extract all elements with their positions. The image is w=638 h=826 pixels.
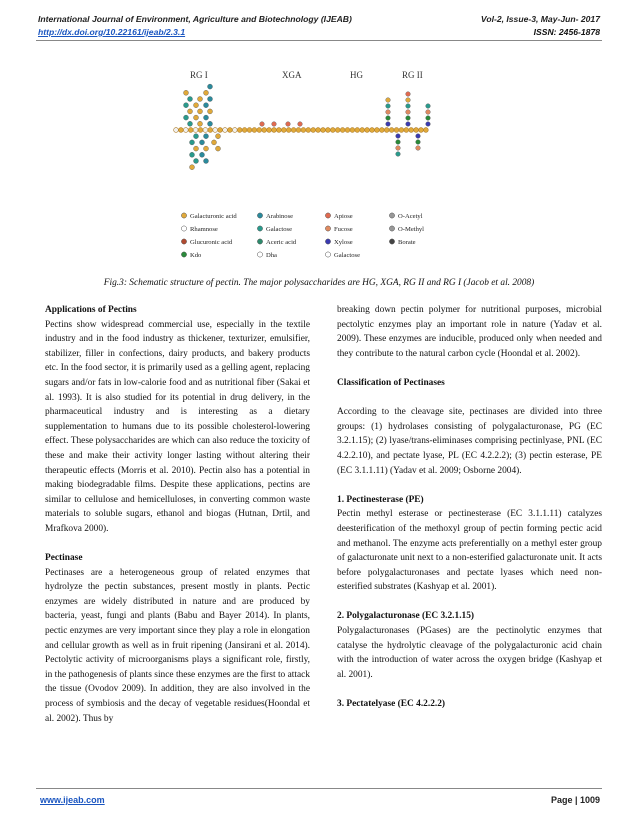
region-label: RG I <box>190 70 208 80</box>
backbone-residue <box>326 128 331 133</box>
backbone-residue <box>286 128 291 133</box>
side-chain-residue <box>426 104 431 109</box>
backbone-residue <box>291 128 296 133</box>
body-paragraph: Pectins show widespread commercial use, especially in the textile industry and in the food industry as thickener, texturizer, emulsifier, stabilizer, filler in confections, dairy products, and bakery products etc. In the food sector, it is primarily used as a gelling agent, replacing sugars and/or fats in low-calorie food and as nutritional fiber (Sakai et al. 1993). It is also studied for its potential in drug delivery, in the pharmaceutical industry and is interesting as a dietary supplementation to humans due to its possible cholesterol-lowering effect. These polysaccharides are which can also reduce the toxicity of these and make their activity longer lasting without altering their therapeutic effects (Morris et al. 2010). Pectin also has a potential in making biodegradable films. Despite these applications, pectins are similar to cellulose and hemicelluloses, in converting common waste materials to soluble sugars, ethanol and biogas (Hutnan, Drtil, and Mrafkova 2000). <box>45 319 310 534</box>
legend-label: O-Acetyl <box>398 213 423 220</box>
site-link[interactable]: www.ijeab.com <box>40 795 105 805</box>
region-label: HG <box>350 70 363 80</box>
legend-label: Fucose <box>334 226 353 233</box>
section-heading: Classification of Pectinases <box>337 377 445 388</box>
region-label: RG II <box>402 70 423 80</box>
backbone-residue <box>365 128 370 133</box>
backbone-residue <box>379 128 384 133</box>
side-chain-residue <box>386 98 391 103</box>
backbone-residue <box>179 128 184 133</box>
side-chain-residue <box>216 146 221 151</box>
backbone-residue <box>350 128 355 133</box>
spacer <box>337 391 602 406</box>
spacer <box>337 478 602 493</box>
side-chain-residue <box>204 90 209 95</box>
side-chain-residue <box>194 159 199 164</box>
side-chain-residue <box>200 140 205 145</box>
body-paragraph: Polygalacturonases (PGases) are the pectinolytic enzymes that catalyse the hydrolytic cleavage of the polygalacturonic acid chain with the introduction of water across the oxygen bridge (Kashyap et al. 2001). <box>337 626 602 680</box>
side-chain-residue <box>204 159 209 164</box>
pectin-structure-figure <box>150 68 450 278</box>
backbone-residue <box>321 128 326 133</box>
side-chain-residue <box>272 122 277 127</box>
side-chain-residue <box>208 121 213 126</box>
section-heading: Pectinase <box>45 553 83 564</box>
side-chain-residue <box>204 134 209 139</box>
backbone-residue <box>262 128 267 133</box>
side-chain-residue <box>396 152 401 157</box>
side-chain-residue <box>426 122 431 127</box>
backbone-residue <box>213 128 218 133</box>
right-column <box>337 303 602 712</box>
side-chain-residue <box>216 134 221 139</box>
legend-swatch <box>257 213 262 218</box>
footer-rule <box>36 788 602 789</box>
side-chain-residue <box>406 122 411 127</box>
backbone-residue <box>218 128 223 133</box>
backbone-residue <box>183 128 188 133</box>
backbone-residue <box>193 128 198 133</box>
doi-link[interactable]: http://dx.doi.org/10.22161/ijeab/2.3.1 <box>38 27 186 37</box>
backbone-residue <box>370 128 375 133</box>
side-chain-residue <box>416 140 421 145</box>
legend-swatch <box>325 213 330 218</box>
side-chain-residue <box>396 140 401 145</box>
side-chain-residue <box>188 97 193 102</box>
side-chain-residue <box>194 146 199 151</box>
backbone-residue <box>306 128 311 133</box>
legend-label: Galacturonic acid <box>190 213 237 220</box>
body-paragraph: Pectin methyl esterase or pectinesterase (EC 3.1.1.11) catalyzes deesterification of the methoxyl group of pectin forming pectic acid and methanol. The enzyme acts preferentially on a methyl ester group of galacturonate unit next to a non-esterified galacturonate unit. It acts before polygalacturonases and pectate lyases which need non-esterified substrates (Kashyap et al. 2001). <box>337 509 602 593</box>
page-number: Page | 1009 <box>550 795 600 805</box>
backbone-residue <box>399 128 404 133</box>
backbone-residue <box>340 128 345 133</box>
side-chain-residue <box>208 109 213 114</box>
legend-swatch <box>181 252 186 257</box>
side-chain-residue <box>386 122 391 127</box>
legend-label: O-Methyl <box>398 226 425 233</box>
section-heading: Applications of Pectins <box>45 305 137 315</box>
backbone-residue <box>424 128 429 133</box>
backbone-residue <box>360 128 365 133</box>
backbone-residue <box>242 128 247 133</box>
side-chain-residue <box>208 97 213 102</box>
backbone-residue <box>267 128 272 133</box>
backbone-residue <box>394 128 399 133</box>
backbone-residue <box>247 128 252 133</box>
side-chain-residue <box>198 97 203 102</box>
side-chain-residue <box>200 152 205 157</box>
side-chain-residue <box>194 134 199 139</box>
journal-title: International Journal of Environment, Agriculture and Biotechnology (IJEAB) <box>38 14 352 24</box>
legend-label: Arabinose <box>266 213 294 220</box>
side-chain-residue <box>198 109 203 114</box>
backbone-residue <box>174 128 179 133</box>
side-chain-residue <box>190 165 195 170</box>
backbone-residue <box>335 128 340 133</box>
legend-label: Aceric acid <box>266 239 297 246</box>
legend-label: Apiose <box>334 213 353 220</box>
header-rule <box>36 40 602 41</box>
legend-swatch <box>325 239 330 244</box>
backbone-residue <box>316 128 321 133</box>
backbone-residue <box>232 128 237 133</box>
side-chain-residue <box>190 140 195 145</box>
issn: ISSN: 2456-1878 <box>533 27 600 37</box>
side-chain-residue <box>406 110 411 115</box>
backbone-residue <box>257 128 262 133</box>
backbone-residue <box>355 128 360 133</box>
backbone-residue <box>252 128 257 133</box>
side-chain-residue <box>426 116 431 121</box>
side-chain-residue <box>188 121 193 126</box>
legend-swatch <box>257 239 262 244</box>
backbone-residue <box>330 128 335 133</box>
side-chain-residue <box>194 103 199 108</box>
body-paragraph: Pectinases are a heterogeneous group of related enzymes that hydrolyze the pectin substances, present mostly in plants. Pectic enzymes are widely distributed in nature and are produced by bacteria, yeast, fungi and plants (Babu and Bayer 2014). In plants, pectic enzymes are very important since they play a role in elongation and cellular growth as well as in fruit ripening (Jansirani et al. 2014). Pectolytic activity of microorganisms plays a significant role, firstly, in the pathogenesis of plants since these enzymes are the first to attack the tissue (Ovodov 2009). In addition, they are also involved in the process of symbiosis and the decay of vegetable residues(Hoondal et al. 2002). Thus by <box>45 567 310 724</box>
side-chain-residue <box>386 116 391 121</box>
backbone-residue <box>409 128 414 133</box>
backbone-residue <box>223 128 228 133</box>
side-chain-residue <box>286 122 291 127</box>
backbone-residue <box>384 128 389 133</box>
backbone-residue <box>375 128 380 133</box>
legend-swatch <box>181 226 186 231</box>
legend-label: Galactose <box>266 226 292 233</box>
side-chain-residue <box>406 104 411 109</box>
side-chain-residue <box>204 115 209 120</box>
side-chain-residue <box>204 146 209 151</box>
backbone-residue <box>311 128 316 133</box>
side-chain-residue <box>406 92 411 97</box>
side-chain-residue <box>184 115 189 120</box>
legend-swatch <box>181 239 186 244</box>
side-chain-residue <box>260 122 265 127</box>
backbone-residue <box>237 128 242 133</box>
backbone-residue <box>301 128 306 133</box>
backbone-residue <box>198 128 203 133</box>
region-label: XGA <box>282 70 302 80</box>
section-heading: 1. Pectinesterase (PE) <box>337 494 424 505</box>
backbone-residue <box>419 128 424 133</box>
backbone-residue <box>277 128 282 133</box>
side-chain-residue <box>416 134 421 139</box>
side-chain-residue <box>298 122 303 127</box>
section-heading: 2. Polygalacturonase (EC 3.2.1.15) <box>337 611 475 622</box>
body-paragraph: According to the cleavage site, pectinases are divided into three groups: (1) hydrolases consisting of polygalacturonase, PG (EC 3.2.1.15); (2) lyase/trans-eliminases comprising pectinlyase, PNL (EC 4.2.2.10), and pectate lyase, PL (EC 4.2.2.2); (3) pectin esterase, PE (EC 3.1.1.11) (Yadav et al. 2009; Osborne 2004). <box>337 407 602 476</box>
spacer <box>337 595 602 610</box>
figure-canvas <box>150 68 450 278</box>
backbone-residue <box>345 128 350 133</box>
side-chain-residue <box>184 103 189 108</box>
left-column <box>45 303 310 726</box>
body-paragraph: breaking down pectin polymer for nutritional purposes, microbial pectolytic enzymes play an important role in nature (Yadav et al. 2009). These enzymes are inducible, produced only when needed and they contribute to the natural carbon cycle (Hoondal et al. 2002). <box>337 305 602 359</box>
backbone-residue <box>228 128 233 133</box>
backbone-residue <box>404 128 409 133</box>
side-chain-residue <box>190 152 195 157</box>
side-chain-residue <box>416 146 421 151</box>
legend-label: Borate <box>398 239 416 246</box>
backbone-residue <box>203 128 208 133</box>
side-chain-residue <box>396 146 401 151</box>
spacer <box>45 537 310 552</box>
legend-label: Kdo <box>190 252 202 259</box>
backbone-residue <box>389 128 394 133</box>
backbone-residue <box>281 128 286 133</box>
legend-swatch <box>325 226 330 231</box>
legend-label: Rhamnose <box>190 226 218 233</box>
section-heading: 3. Pectatelyase (EC 4.2.2.2) <box>337 699 446 710</box>
backbone-residue <box>188 128 193 133</box>
side-chain-residue <box>198 121 203 126</box>
legend-swatch <box>181 213 186 218</box>
legend-label: Glucuronic acid <box>190 239 233 246</box>
backbone-residue <box>296 128 301 133</box>
volume-info: Vol-2, Issue-3, May-Jun- 2017 <box>480 14 600 24</box>
side-chain-residue <box>396 134 401 139</box>
legend-swatch <box>257 226 262 231</box>
side-chain-residue <box>194 115 199 120</box>
legend-swatch <box>325 252 330 257</box>
backbone-residue <box>414 128 419 133</box>
side-chain-residue <box>426 110 431 115</box>
side-chain-residue <box>184 90 189 95</box>
side-chain-residue <box>212 140 217 145</box>
side-chain-residue <box>386 104 391 109</box>
side-chain-residue <box>188 109 193 114</box>
spacer <box>337 361 602 376</box>
spacer <box>337 682 602 697</box>
legend-swatch <box>389 239 394 244</box>
legend-swatch <box>257 252 262 257</box>
side-chain-residue <box>406 98 411 103</box>
side-chain-residue <box>204 103 209 108</box>
backbone-residue <box>272 128 277 133</box>
side-chain-residue <box>208 84 213 89</box>
legend-swatch <box>389 213 394 218</box>
figure-caption: Fig.3: Schematic structure of pectin. The major polysaccharides are HG, XGA, RG II and RG I (Jacob et al. 2008) <box>103 278 535 288</box>
legend-label: Xylose <box>334 239 353 246</box>
legend-swatch <box>389 226 394 231</box>
legend-label: Dha <box>266 252 277 259</box>
side-chain-residue <box>386 110 391 115</box>
legend-label: Galactose <box>334 252 360 259</box>
backbone-residue <box>208 128 213 133</box>
side-chain-residue <box>406 116 411 121</box>
